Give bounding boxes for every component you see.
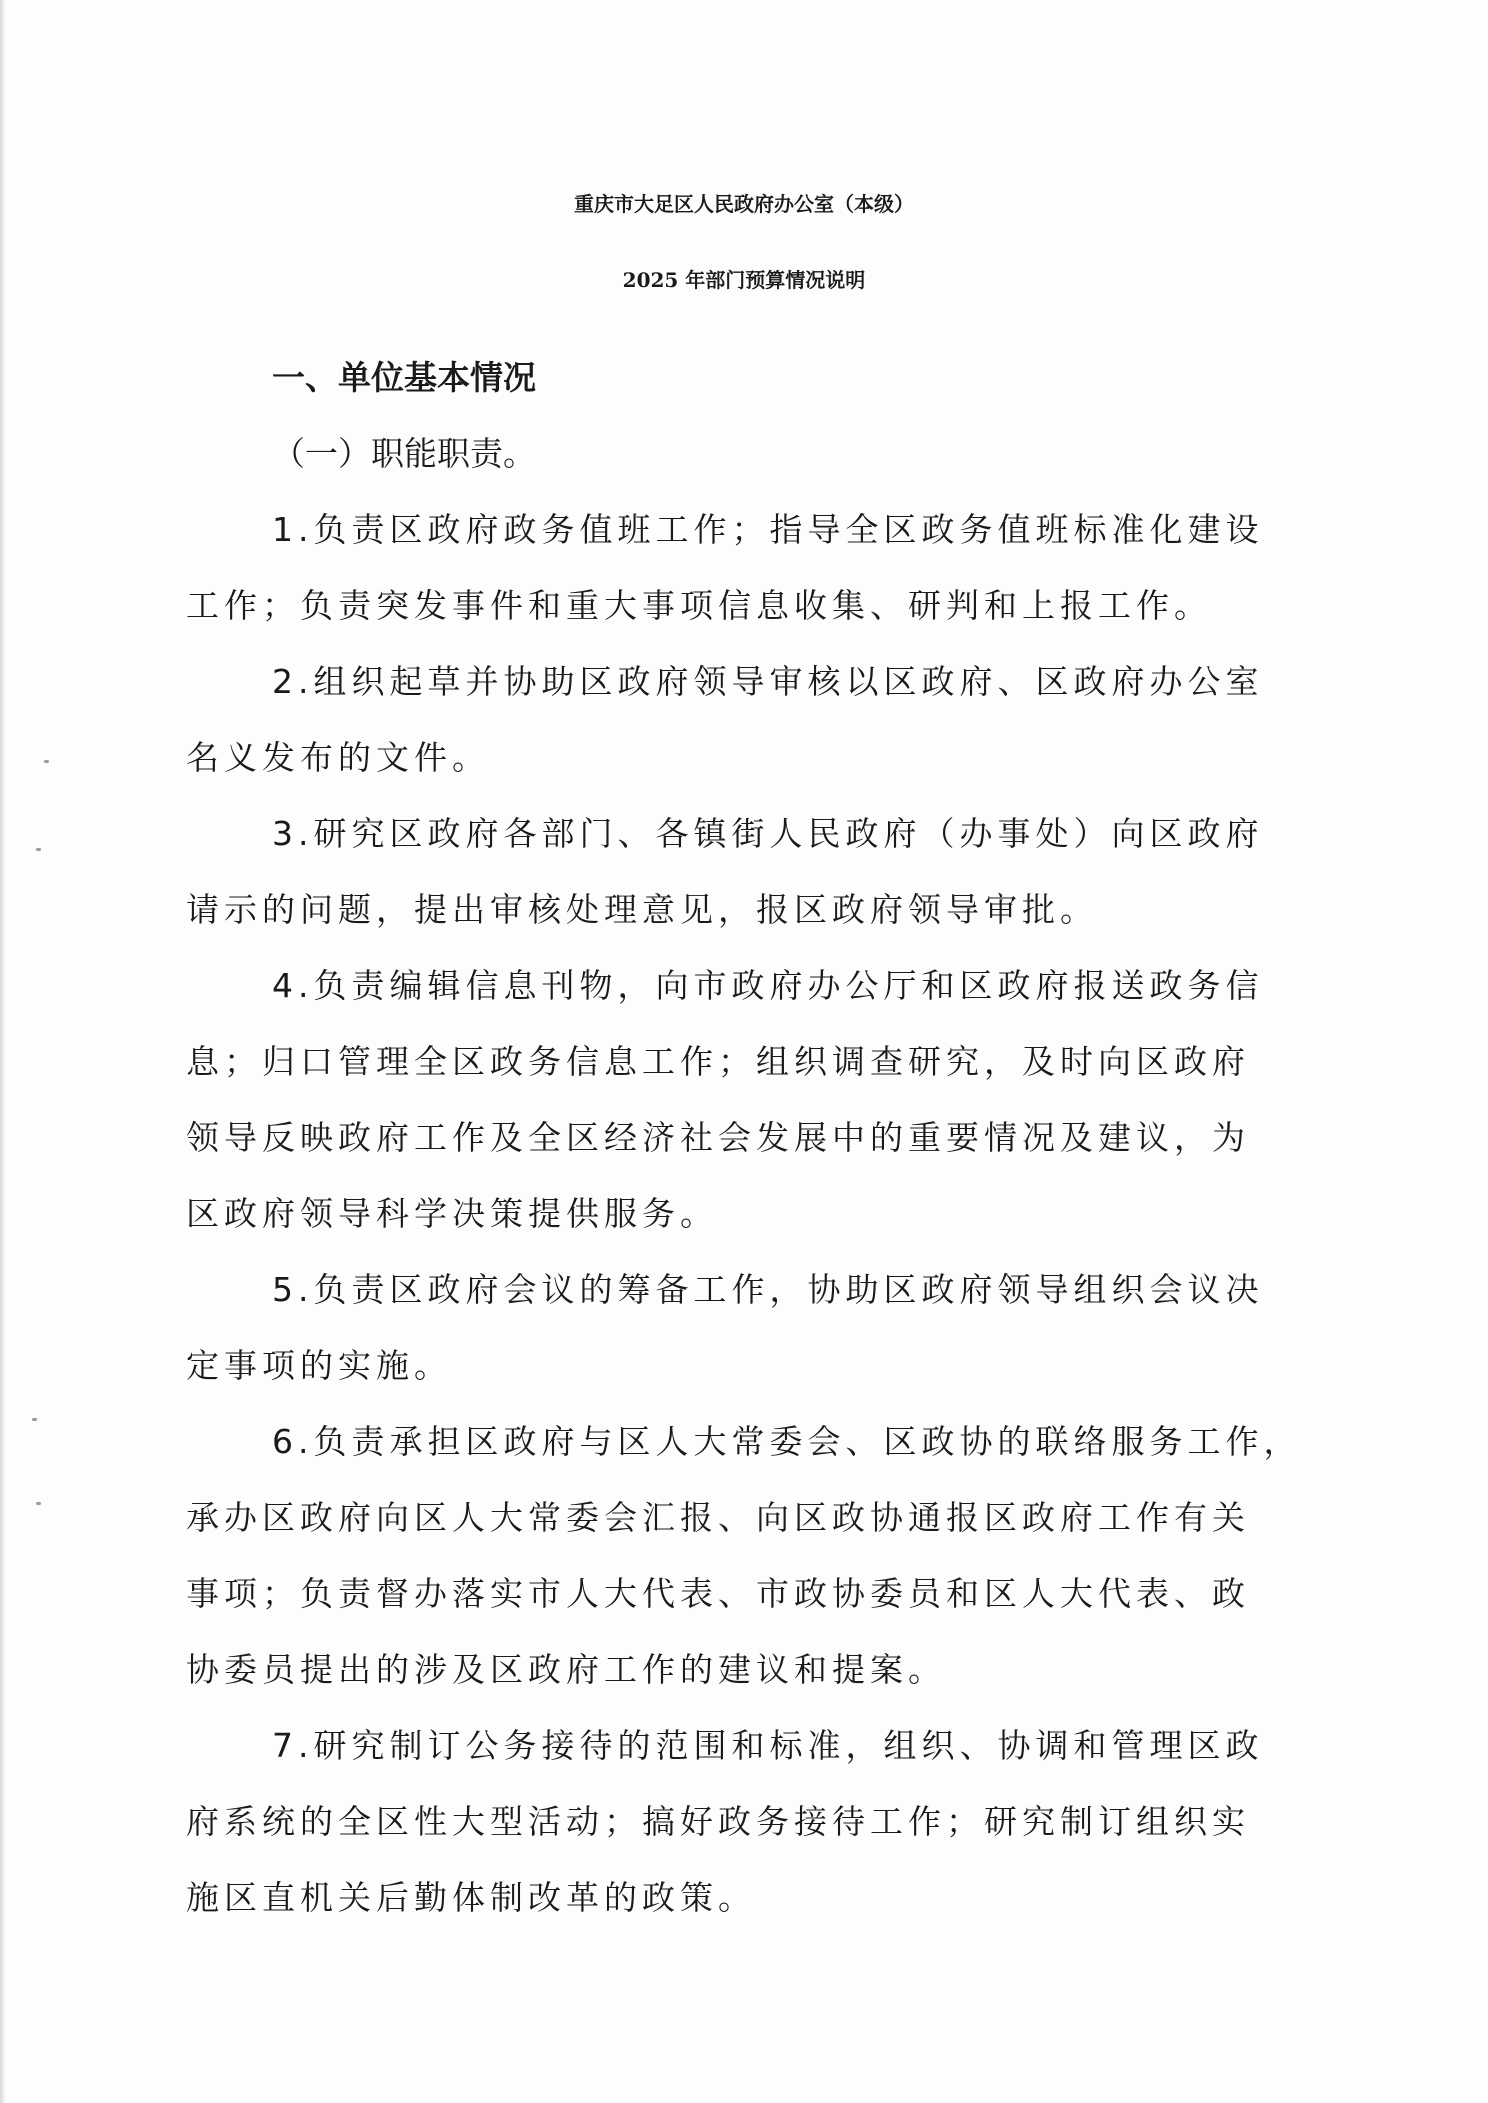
scan-speck xyxy=(36,848,41,851)
paragraph-4-line-1: 4.负责编辑信息刊物，向市政府办公厅和区政府报送政务信 xyxy=(272,966,1264,1005)
paragraph-3-line-2: 请示的问题，提出审核处理意见，报区政府领导审批。 xyxy=(186,890,1098,929)
paragraph-4-line-4: 区政府领导科学决策提供服务。 xyxy=(186,1194,718,1233)
paragraph-7-line-3: 施区直机关后勤体制改革的政策。 xyxy=(186,1878,756,1917)
paragraph-7-line-2: 府系统的全区性大型活动；搞好政务接待工作；研究制订组织实 xyxy=(186,1802,1250,1841)
scan-speck xyxy=(36,1502,41,1505)
paragraph-2-line-2: 名义发布的文件。 xyxy=(186,738,490,777)
document-title-line-1: 重庆市大足区人民政府办公室（本级） xyxy=(574,192,914,216)
paragraph-4-line-3: 领导反映政府工作及全区经济社会发展中的重要情况及建议，为 xyxy=(186,1118,1250,1157)
scan-speck xyxy=(44,760,49,763)
paragraph-7-line-1: 7.研究制订公务接待的范围和标准，组织、协调和管理区政 xyxy=(272,1726,1264,1765)
paragraph-6-line-2: 承办区政府向区人大常委会汇报、向区政协通报区政府工作有关 xyxy=(186,1498,1250,1537)
section-heading: 一、单位基本情况 xyxy=(272,358,536,397)
paragraph-5-line-2: 定事项的实施。 xyxy=(186,1346,452,1385)
paragraph-6-line-1: 6.负责承担区政府与区人大常委会、区政协的联络服务工作， xyxy=(272,1422,1302,1461)
paragraph-1-line-2: 工作；负责突发事件和重大事项信息收集、研判和上报工作。 xyxy=(186,586,1212,625)
paragraph-3-line-1: 3.研究区政府各部门、各镇街人民政府（办事处）向区政府 xyxy=(272,814,1264,853)
paragraph-1-line-1: 1.负责区政府政务值班工作；指导全区政务值班标准化建设 xyxy=(272,510,1264,549)
sub-heading: （一）职能职责。 xyxy=(272,434,536,473)
paragraph-6-line-4: 协委员提出的涉及区政府工作的建议和提案。 xyxy=(186,1650,946,1689)
document-title-line-2: 2025 年部门预算情况说明 xyxy=(622,268,866,292)
paragraph-6-line-3: 事项；负责督办落实市人大代表、市政协委员和区人大代表、政 xyxy=(186,1574,1250,1613)
paragraph-5-line-1: 5.负责区政府会议的筹备工作，协助区政府领导组织会议决 xyxy=(272,1270,1264,1309)
paragraph-4-line-2: 息；归口管理全区政务信息工作；组织调查研究，及时向区政府 xyxy=(186,1042,1250,1081)
scan-edge-shadow xyxy=(0,0,6,2103)
scan-speck xyxy=(32,1418,37,1421)
paragraph-2-line-1: 2.组织起草并协助区政府领导审核以区政府、区政府办公室 xyxy=(272,662,1264,701)
